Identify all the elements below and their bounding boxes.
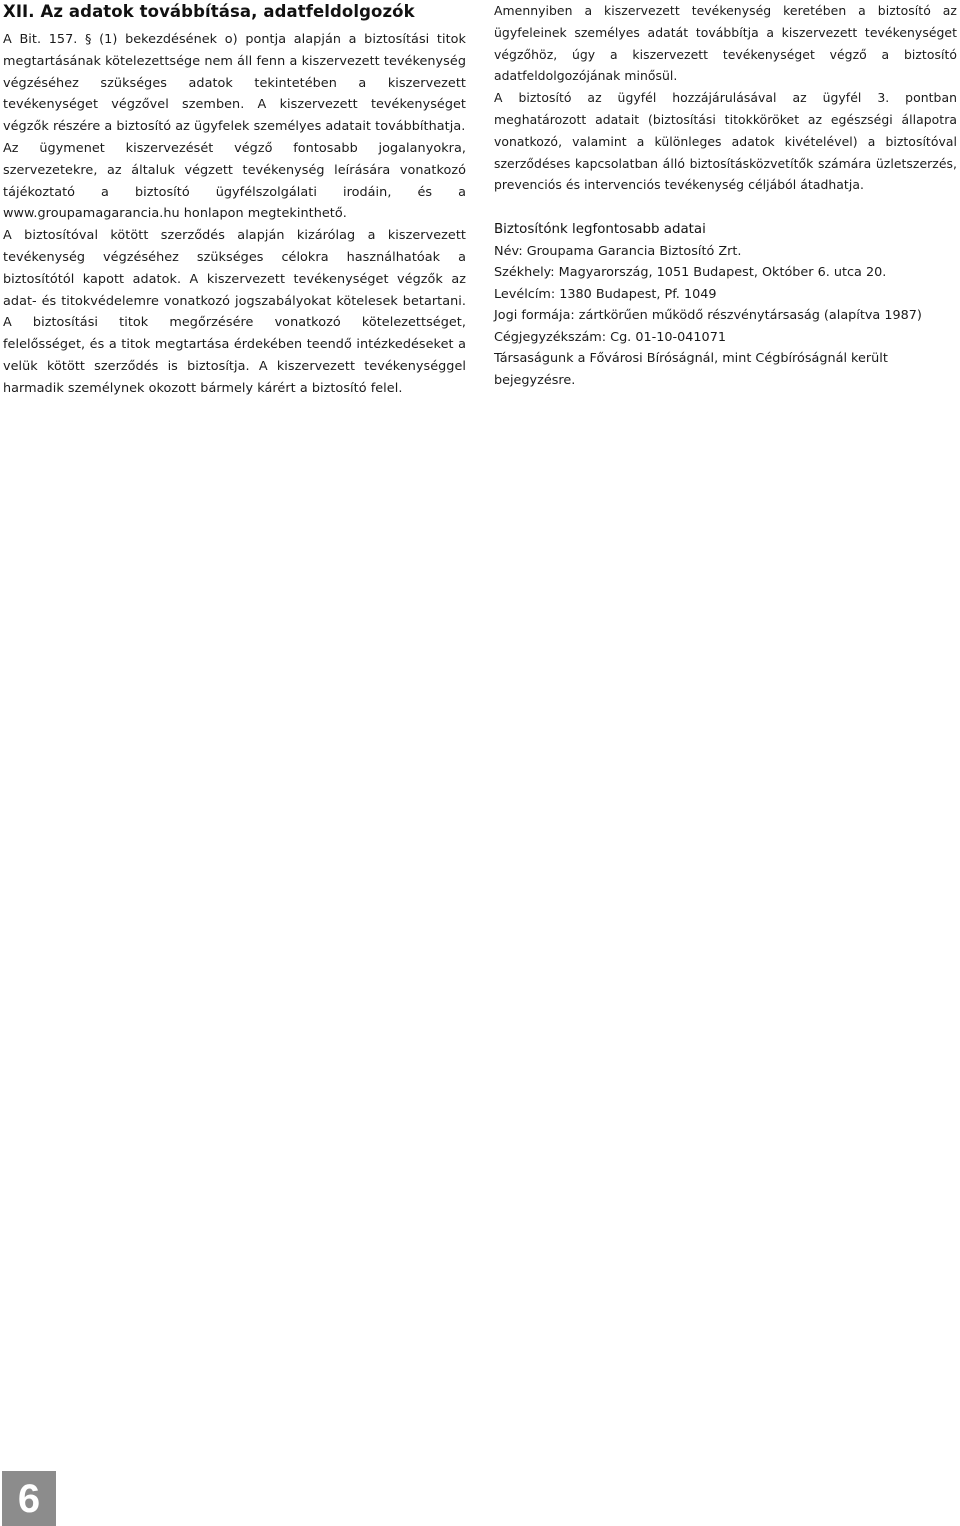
company-name-line: Név: Groupama Garancia Biztosító Zrt. — [494, 243, 742, 259]
company-address-line: Székhely: Magyarország, 1051 Budapest, Október 6. utca 20. — [494, 265, 887, 281]
paragraph-contract-obligations: A biztosítóval kötött szerződés alapján kizárólag a kiszervezett tevékenység végzéséhez szükséges célokra használhatóak a biztosítótól kapott adatok. A kiszervezett tevékenységet végzők az adat- és titokvédelemre vonatkozó jogszabályokat kötelesek betartani. A biztosítási titok megőrzésére vonatkozó kötelezettséget, felelősséget, és a titok megtartása érdekében teendő intézkedéseket a velük kötött szerződés is biztosítja. A kiszervezett tevékenységgel harmadik személynek okozott bármely kárért a biztosító felel. — [3, 228, 466, 396]
company-registration-line: Cégjegyzékszám: Cg. 01-10-041071 — [494, 329, 726, 345]
page-number: 6 — [17, 1476, 41, 1521]
company-info-block — [494, 219, 957, 391]
paragraph-broker-transfer: A biztosító az ügyfél hozzájárulásával az ügyfél 3. pontban meghatározott adatait (biztosítási titokköröket az egészségi állapotra vonatkozó, valamint a különleges adatok kivételével) a biztosítóval szerződéses kapcsolatban álló biztosításközvetítők számára üzletszerzés, prevenciós és intervenciós tevékenység céljából átadhatja. — [494, 90, 957, 193]
company-postal-line: Levélcím: 1380 Budapest, Pf. 1049 — [494, 286, 717, 302]
section-heading: XII. Az adatok továbbítása, adatfeldolgozók — [3, 2, 415, 21]
company-legal-form-line: Jogi formája: zártkörűen működő részvénytársaság (alapítva 1987) — [494, 308, 922, 324]
paragraph-disclosure-exemption: A Bit. 157. § (1) bekezdésének o) pontja alapján a biztosítási titok megtartásának kötelezettsége nem áll fenn a kiszervezett tevékenység végzéséhez szükséges adatok tekintetében a kiszervezett tevékenységet végzővel szemben. A kiszervezett tevékenységet végzők részére a biztosító az ügyfelek személyes adatait továbbíthatja. — [3, 32, 466, 135]
page-number-badge — [2, 1471, 56, 1526]
company-court-line: Társaságunk a Fővárosi Bíróságnál, mint Cégbíróságnál került bejegyzésre. — [494, 351, 888, 388]
paragraph-outsourcing-info: Az ügymenet kiszervezését végző fontosabb jogalanyokra, szervezetekre, az általuk végzett tevékenység leírására vonatkozó tájékoztató a biztosító ügyfélszolgálati irodáin, és a www.groupamagarancia.hu honlapon megtekinthető. — [3, 140, 466, 222]
spacer — [494, 196, 957, 219]
company-info-title: Biztosítónk legfontosabb adatai — [494, 222, 706, 238]
left-column — [3, 0, 466, 400]
right-column — [494, 0, 957, 391]
paragraph-data-processor: Amennyiben a kiszervezett tevékenység keretében a biztosító az ügyfeleinek személyes adatát továbbítja a kiszervezett tevékenységet végzőhöz, úgy a kiszervezett tevékenységet végző a biztosító adatfeldolgozójának minősül. — [494, 3, 957, 84]
